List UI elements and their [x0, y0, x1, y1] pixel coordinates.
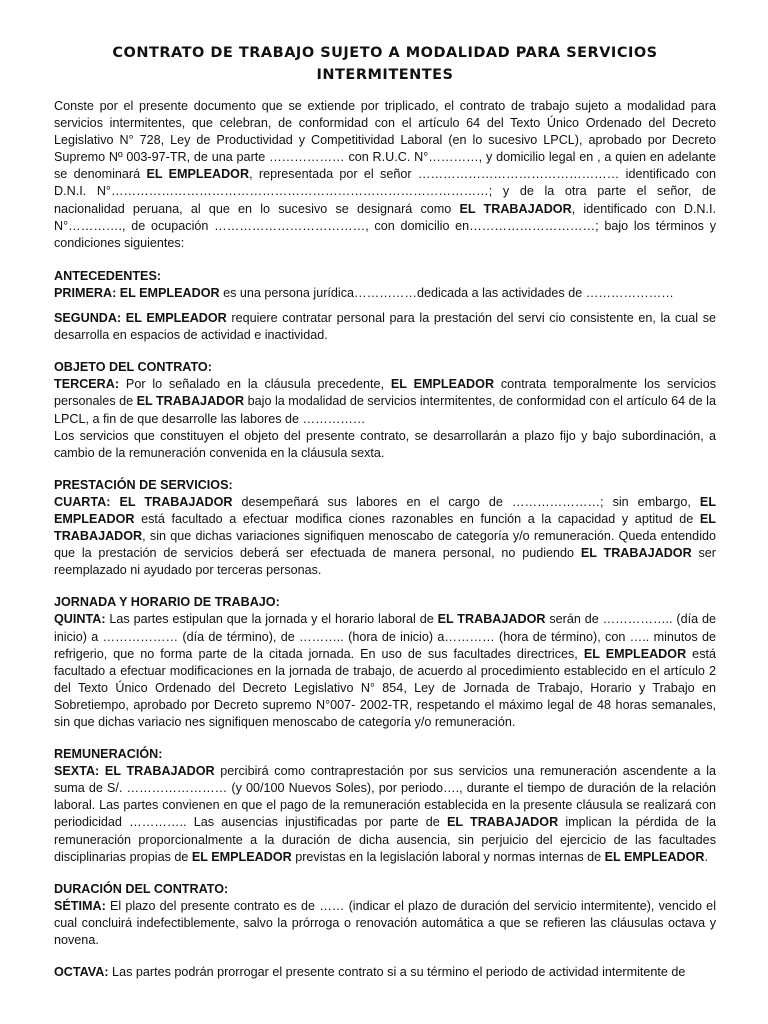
text-run: serán de …………….. (día de inicio) a ……………… (día de término), de ……….. (hora de inicio) a………… (hora de término), con ….. minutos de refrigerio, que no forma parte de la citada jornada. En uso de sus facultades directrices, — [54, 612, 716, 661]
bold-text-run: EL TRABAJADOR — [446, 815, 559, 830]
text-run: implican la pérdida de la remuneración proporcionalmente a la duración de dicha ausencia, sin perjuicio del ejercicio de las facultades disciplinarias propias de — [54, 815, 716, 864]
text-run: , sin que dichas variaciones signifiquen menoscabo de categoría y/o remuneración. Queda entendido que la prestación de servicios deberá ser efectuada de manera personal, no pudiendo — [54, 529, 716, 561]
bold-text-run: EL EMPLEADOR — [390, 377, 495, 392]
clause-paragraph — [54, 310, 716, 344]
bold-text-run: SÉTIMA: — [54, 898, 106, 913]
bold-text-run: CUARTA: EL TRABAJADOR — [54, 494, 233, 509]
clause-paragraph — [54, 898, 716, 949]
bold-text-run: EL EMPLEADOR — [583, 646, 687, 661]
bold-text-run: PRIMERA: EL EMPLEADOR — [54, 285, 220, 300]
section-heading: DURACIÓN DEL CONTRATO: — [54, 881, 229, 896]
text-run: es una persona jurídica……………dedicada a las actividades de ………………… — [219, 285, 674, 300]
contract-section — [54, 881, 716, 949]
text-run: desempeñará sus labores en el cargo de …………………; sin embargo, — [232, 494, 700, 509]
contract-section — [54, 359, 716, 462]
text-run: . — [704, 849, 708, 864]
bold-text-run: EL EMPLEADOR — [191, 849, 292, 864]
text-run: ser reemplazado ni ayudado por terceras personas. — [54, 546, 716, 578]
clause-paragraph — [54, 494, 716, 579]
bold-text-run: QUINTA: — [54, 612, 106, 627]
text-run: está facultado a efectuar modifica ciones razonables en función a la capacidad y aptitud de — [134, 511, 700, 526]
section-heading: OBJETO DEL CONTRATO: — [54, 360, 212, 375]
clause-paragraph — [54, 964, 716, 981]
contract-section — [54, 477, 716, 580]
text-run: bajo la modalidad de servicios intermitentes, de conformidad con el artículo 64 de la LPCL, a fin de que desarrolle las labores de …………… — [54, 394, 716, 426]
clause-paragraph — [54, 376, 716, 461]
text-run: requiere contratar personal para la prestación del servi cio consistente en, la cual se desarrolla en espacios de actividad e inactividad. — [54, 311, 716, 343]
contract-section — [54, 268, 716, 344]
clause-paragraph — [54, 763, 716, 866]
section-heading: ANTECEDENTES: — [54, 268, 162, 283]
section-heading: JORNADA Y HORARIO DE TRABAJO: — [54, 595, 280, 610]
text-run: El plazo del presente contrato es de …… (indicar el plazo de duración del servicio intermitente), vencido el cual concluirá indefectiblemente, salvo la prórroga o renovación automática a que se refieren las cláusulas octava y novena. — [54, 898, 716, 948]
text-run: Por lo señalado en la cláusula precedente, — [119, 377, 391, 392]
bold-text-run: TERCERA: — [54, 377, 120, 392]
bold-text-run: EL TRABAJADOR — [54, 511, 716, 544]
text-run: contrata temporalmente los servicios personales de — [54, 377, 717, 409]
contract-section — [54, 964, 716, 981]
contract-section — [54, 746, 716, 866]
bold-text-run: EL EMPLEADOR — [54, 494, 717, 526]
text-run: Los servicios que constituyen el objeto del presente contrato, se desarrollarán a plazo fijo y bajo subordinación, a cambio de la remuneración convenida en la cláusula sexta. — [54, 428, 716, 460]
clause-paragraph — [54, 285, 716, 302]
bold-text-run: EL TRABAJADOR — [136, 394, 245, 409]
bold-text-run: SEXTA: EL TRABAJADOR — [54, 764, 215, 779]
section-heading: PRESTACIÓN DE SERVICIOS: — [54, 477, 233, 492]
bold-text-run: SEGUNDA: EL EMPLEADOR — [54, 311, 227, 326]
intro-paragraph — [54, 98, 716, 252]
bold-text-run: EL TRABAJADOR — [437, 612, 546, 627]
clause-paragraph — [54, 611, 716, 731]
document-title: CONTRATO DE TRABAJO SUJETO A MODALIDAD PARA SERVICIOS INTERMITENTES — [112, 45, 658, 83]
text-run: , representada por el señor ………………………………………… identificado con D.N.I. N°………………………………………………………………………………; y de la otra parte el señor, de nacionalidad peruana, al que en lo sucesivo se designará como — [54, 167, 716, 216]
text-run: Las partes podrán prorrogar el presente contrato si a su término el periodo de actividad intermitente de — [108, 965, 686, 980]
text-run: Conste por el presente documento que se extiende por triplicado, el contrato de trabajo sujeto a modalidad para servicios intermitentes, que celebran, de conformidad con el artículo 64 del Texto Único Ordenado del Decreto Legislativo N° 728, Ley de Productividad y Competitividad Laboral (en lo sucesivo LPCL), aprobado por Decreto Supremo Nº 003-97-TR, de una parte ……………… con R.U.C. N°…………, y domicilio legal en , a quien en adelante se denominará — [54, 99, 716, 182]
bold-text-run: OCTAVA: — [54, 965, 109, 980]
text-run: , identificado con D.N.I. N°…………., de ocupación ………………………………, con domicilio en…………………………; bajo los términos y condiciones siguientes: — [54, 201, 717, 250]
contract-section — [54, 594, 716, 731]
text-run: está facultado a efectuar modificaciones en la jornada de trabajo, de acuerdo al procedimiento establecido en el artículo 2 del Texto Único Ordenado del Decreto Legislativo N° 854, Ley de Jornada de Trabajo, Horario y Trabajo en Sobretiempo, aprobado por Decreto supremo N°007- 2002-TR, respetando el máximo legal de 48 horas semanales, sin que dichas variacio nes signifiquen menoscabo de categoría y/o remuneración. — [54, 646, 716, 729]
text-run: percibirá como contraprestación por sus servicios una remuneración ascendente a la suma de S/. …………………… (y 00/100 Nuevos Soles), por periodo…., durante el tiempo de duración de la relación laboral. Las partes convienen en que el pago de la remuneración establecida en la presente cláusula se realizará con periodicidad ………….. Las ausencias injustificadas por parte de — [54, 764, 716, 830]
bold-text-run: EL TRABAJADOR — [459, 201, 572, 216]
section-heading: REMUNERACIÓN: — [54, 747, 163, 762]
bold-text-run: EL EMPLEADOR — [604, 849, 705, 864]
text-run: previstas en la legislación laboral y normas internas de — [291, 849, 605, 864]
bold-text-run: EL EMPLEADOR — [146, 167, 250, 182]
bold-text-run: EL TRABAJADOR — [580, 546, 692, 561]
clauses-container — [54, 268, 716, 981]
text-run: Las partes estipulan que la jornada y el horario laboral de — [105, 612, 438, 627]
